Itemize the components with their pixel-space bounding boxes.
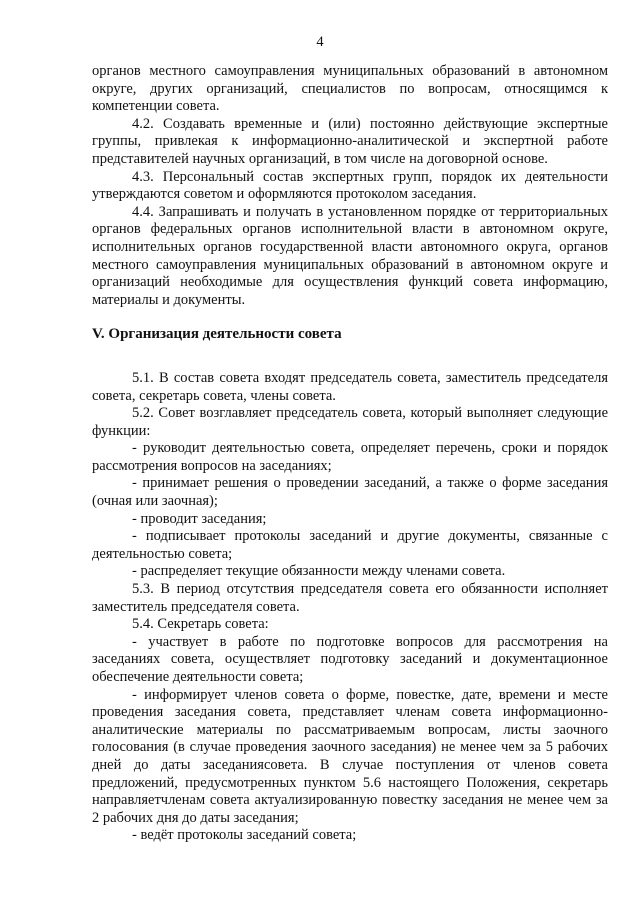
paragraph-4-4: 4.4. Запрашивать и получать в установленном порядке от территориальных органов федеральных органов исполнительной власти в автономном округе, исполнительных органов государственной власти автономного округа, органов местного самоуправления муниципальных образований в автономном округе и организаций необходимые для осуществления функций совета информацию, материалы и документы. bbox=[92, 203, 608, 308]
page-number: 4 bbox=[316, 34, 324, 50]
list-item: - информирует членов совета о форме, повестке, дате, времени и месте проведения заседания совета, представляет членам совета информационно-аналитические материалы по рассматриваемым вопросам, листы заочного голосования (в случае проведения заочного заседания) не менее чем за 5 рабочих дней до даты заседаниясовета. В случае поступления от членов совета предложений, предусмотренных пунктом 5.6 настоящего Положения, секретарь направляетчленам совета актуализированную повестку заседания не менее чем за 2 рабочих дня до даты заседания; bbox=[92, 686, 608, 826]
list-item: - руководит деятельностью совета, определяет перечень, сроки и порядок рассмотрения вопросов на заседаниях; bbox=[92, 440, 608, 474]
paragraph-5-2: 5.2. Совет возглавляет председатель совета, который выполняет следующие функции: bbox=[92, 405, 608, 439]
paragraph-4-2: 4.2. Создавать временные и (или) постоянно действующие экспертные группы, привлекая к информационно-аналитической и экспертной работе представителей научных организаций, в том числе на договорной основе. bbox=[92, 115, 608, 167]
list-item: - проводит заседания; bbox=[132, 510, 267, 527]
page-content bbox=[92, 63, 608, 845]
list-item: - ведёт протоколы заседаний совета; bbox=[132, 827, 357, 844]
paragraph-5-4: 5.4. Секретарь совета: bbox=[132, 616, 269, 633]
list-item: - принимает решения о проведении заседаний, а также о форме заседания (очная или заочная); bbox=[92, 475, 608, 510]
paragraph-5-3: 5.3. В период отсутствия председателя совета его обязанности исполняет заместитель председателя совета. bbox=[92, 581, 608, 615]
list-item: - участвует в работе по подготовке вопросов для рассмотрения на заседаниях совета, осуществляет подготовку заседаний и документационное обеспечение деятельности совета; bbox=[92, 633, 608, 685]
list-item: - распределяет текущие обязанности между членами совета. bbox=[132, 563, 506, 580]
list-item: - подписывает протоколы заседаний и другие документы, связанные с деятельностью совета; bbox=[92, 528, 608, 562]
section-heading: V. Организация деятельности совета bbox=[92, 326, 342, 343]
paragraph-continuation: органов местного самоуправления муниципальных образований в автономном округе, других организаций, специалистов по вопросам, относящимся к компетенции совета. bbox=[92, 63, 608, 115]
paragraph-5-1: 5.1. В состав совета входят председатель совета, заместитель председателя совета, секретарь совета, члены совета. bbox=[92, 369, 608, 404]
paragraph-4-3: 4.3. Персональный состав экспертных групп, порядок их деятельности утверждаются советом и оформляются протоколом заседания. bbox=[92, 168, 608, 203]
